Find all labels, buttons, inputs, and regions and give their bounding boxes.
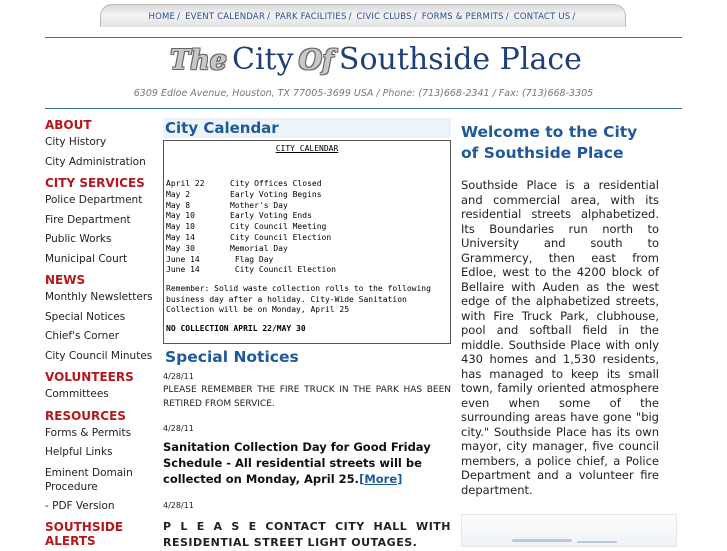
notice-3-text: P L E A S E CONTACT CITY HALL WITH RESIDENTIAL STREET LIGHT OUTAGES. <box>163 520 451 549</box>
header-divider-bottom <box>45 108 682 109</box>
sidebar-item-special-notices[interactable]: Special Notices <box>45 310 126 323</box>
center-column <box>163 118 451 551</box>
notice-2-text: Sanitation Collection Day for Good Friday Schedule - All residential streets will be collected on Monday, April 25.[More] <box>163 440 431 486</box>
calendar-no-collection: NO COLLECTION APRIL 22/MAY 30 <box>166 323 306 333</box>
sidebar-nav <box>45 114 155 548</box>
logo-name: Southside Place <box>338 42 582 77</box>
calendar-box <box>163 140 451 344</box>
calendar-box-heading: CITY CALENDAR <box>275 144 339 153</box>
nav-forms-permits-link[interactable]: FORMS & PERMITS <box>421 12 504 22</box>
logo-the: The <box>170 45 227 76</box>
calendar-event-row: April 22 City Offices Closed <box>166 179 322 188</box>
calendar-title: City Calendar <box>163 118 451 138</box>
top-nav-links: HOME / EVENT CALENDAR / PARK FACILITIES / CIVIC CLUBS / FORMS & PERMITS / CONTACT US / <box>148 12 576 22</box>
image-detail <box>512 539 572 542</box>
top-navigation-bar <box>100 4 626 27</box>
welcome-column <box>461 122 659 497</box>
notice-2-date: 4/28/11 <box>163 424 194 433</box>
sidebar-item-eminent-domain[interactable]: Eminent Domain Procedure <box>45 466 133 493</box>
sidebar-heading-news[interactable]: NEWS <box>45 273 86 287</box>
sidebar-heading-resources[interactable]: RESOURCES <box>45 408 126 423</box>
sidebar-item-fire-department[interactable]: Fire Department <box>45 213 131 226</box>
sidebar-item-committees[interactable]: Committees <box>45 388 109 400</box>
nav-contact-us-link[interactable]: CONTACT US <box>513 12 571 22</box>
nav-event-calendar-link[interactable]: EVENT CALENDAR <box>185 12 266 22</box>
sidebar-heading-southside-alerts[interactable]: SOUTHSIDE ALERTS <box>45 520 124 548</box>
calendar-event-row: May 2 Early Voting Begins <box>166 189 322 199</box>
sidebar-item-chiefs-corner[interactable]: Chief's Corner <box>45 330 120 342</box>
welcome-image <box>461 514 677 547</box>
welcome-title: Welcome to the City of Southside Place <box>461 123 638 162</box>
notice-3-date: 4/28/11 <box>163 501 194 510</box>
calendar-event-row: May 8 Mother's Day <box>166 200 288 210</box>
calendar-event-row: May 10 Early Voting Ends <box>166 211 312 221</box>
notice-1-text: PLEASE REMEMBER THE FIRE TRUCK IN THE PARK HAS BEEN RETIRED FROM SERVICE. <box>163 385 451 409</box>
calendar-event-row: May 10 City Council Meeting <box>166 222 327 232</box>
sidebar-item-monthly-newsletters[interactable]: Monthly Newsletters <box>45 291 153 303</box>
nav-home-link[interactable]: HOME <box>148 12 176 22</box>
special-notices-title: Special Notices <box>163 347 451 367</box>
sidebar-heading-volunteers[interactable]: VOLUNTEERS <box>45 370 134 384</box>
sidebar-item-public-works[interactable]: Public Works <box>45 233 112 245</box>
calendar-event-row: June 14 City Council Election <box>166 265 336 275</box>
welcome-body: Southside Place is a residential and commercial area, with its residential streets alphabetized. Its Boundaries run north to University and south to Grammercy, then east from Edloe, west to the 4200 block of Bellaire with Auden as the west edge of the alphabetized streets, with Fire Truck Park, clubhouse, pool and softball field in the middle. Southside Place with only 430 homes and 1,530 residents, has managed to keep its small town, family oriented atmosphere even when some of the surrounding areas have gone "big city." Southside Place has its own mayor, city manager, five council members, a police chief, a Police Department and a volunteer fire department. <box>461 178 659 497</box>
calendar-event-row: May 14 City Council Election <box>166 232 332 242</box>
sidebar-item-municipal-court[interactable]: Municipal Court <box>45 252 128 265</box>
sidebar-item-city-council-minutes[interactable]: City Council Minutes <box>45 349 153 362</box>
nav-park-facilities-link[interactable]: PARK FACILITIES <box>275 12 347 22</box>
header-divider-top <box>45 37 682 38</box>
logo-of: Of <box>298 45 334 76</box>
calendar-remark: Remember: Solid waste collection rolls to the following business day after a holiday. City-Wide Sanitation Collection will be on Monday, April 25 <box>166 284 431 315</box>
site-address: 6309 Edloe Avenue, Houston, TX 77005-3699 USA / Phone: (713)668-2341 / Fax: (713)668-3305 <box>133 88 594 99</box>
sidebar-item-forms-permits[interactable]: Forms & Permits <box>45 426 132 439</box>
sidebar-item-helpful-links[interactable]: Helpful Links <box>45 446 113 458</box>
sidebar-item-police-department[interactable]: Police Department <box>45 194 143 206</box>
nav-civic-clubs-link[interactable]: CIVIC CLUBS <box>356 12 412 22</box>
sidebar-heading-city-services[interactable]: CITY SERVICES <box>45 176 145 190</box>
logo-city: City <box>232 42 294 77</box>
calendar-event-row: June 14 Flag Day <box>166 254 274 264</box>
calendar-events-table <box>166 179 336 276</box>
image-detail <box>577 541 617 543</box>
sidebar-item-pdf-version[interactable]: - PDF Version <box>45 499 115 512</box>
sidebar-item-city-history[interactable]: City History <box>45 136 107 148</box>
notice-1-date: 4/28/11 <box>163 372 194 381</box>
notice-2-more-link[interactable]: [More] <box>359 472 403 486</box>
sidebar-item-city-administration[interactable]: City Administration <box>45 155 146 168</box>
calendar-event-row: May 30 Memorial Day <box>166 243 288 253</box>
sidebar-heading-about[interactable]: ABOUT <box>45 118 92 132</box>
site-logo[interactable] <box>170 42 582 86</box>
